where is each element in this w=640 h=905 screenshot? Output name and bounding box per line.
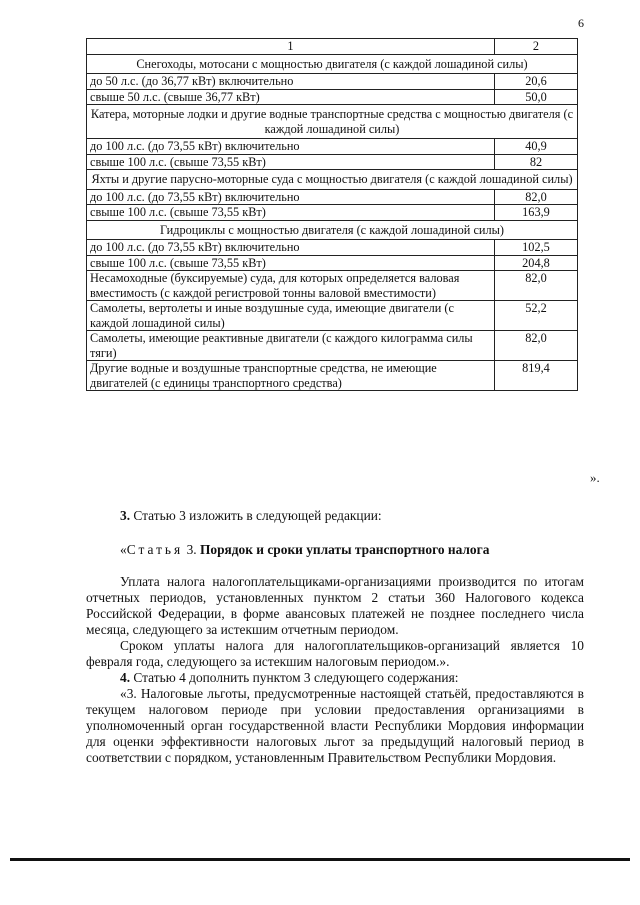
paragraph-1: Уплата налога налогоплательщиками-организациями производится по итогам отчетных периодов, установленных пунктом 2 статьи 360 Налогового кодекса Российской Федерации, в форме авансовых платежей не позднее последнего числа месяца, следующего за истекшим отчетным периодом. xyxy=(86,574,584,637)
row-label: Несамоходные (буксируемые) суда, для которых определяется валовая вместимость (с каждой регистровой тонны валовой вместимости) xyxy=(87,271,495,301)
row-value: 82,0 xyxy=(495,271,578,301)
row-value: 819,4 xyxy=(495,361,578,391)
row-label: Самолеты, вертолеты и иные воздушные суда, имеющие двигатели (с каждой лошадиной силы) xyxy=(87,301,495,331)
page-number: 6 xyxy=(578,16,584,30)
table-row xyxy=(87,331,578,361)
paragraph-2: Сроком уплаты налога для налогоплательщиков-организаций является 10 февраля года, следующего за истекшим налоговым периодом.». xyxy=(86,638,584,669)
header-col-2: 2 xyxy=(495,39,578,55)
body-text xyxy=(86,508,584,766)
article-number: 3. xyxy=(186,542,197,557)
row-label: до 100 л.с. (до 73,55 кВт) включительно xyxy=(87,240,495,256)
table-row xyxy=(87,189,578,205)
item-3-number: 3. xyxy=(120,508,131,523)
table-row xyxy=(87,154,578,170)
table-row xyxy=(87,74,578,90)
row-value: 82,0 xyxy=(495,331,578,361)
row-label: до 100 л.с. (до 73,55 кВт) включительно xyxy=(87,139,495,155)
section-title: Яхты и другие парусно-моторные суда с мощностью двигателя (с каждой лошадиной силы) xyxy=(87,170,578,190)
header-col-1: 1 xyxy=(87,39,495,55)
item-3-text: Статью 3 изложить в следующей редакции: xyxy=(133,508,382,523)
row-label: свыше 100 л.с. (свыше 73,55 кВт) xyxy=(87,154,495,170)
table-row xyxy=(87,205,578,221)
article-word: Статья xyxy=(126,542,184,557)
section-title: Катера, моторные лодки и другие водные транспортные средства с мощностью двигателя (с каждой лошадиной силы) xyxy=(87,105,578,139)
paragraph-3: «3. Налоговые льготы, предусмотренные настоящей статьёй, предоставляются в текущем налоговом периоде при условии предоставления организациями в уполномоченный орган государственной власти Республики Мордовия информации для оценки эффективности налоговых льгот за предыдущий налоговый период в соответствии с порядком, установленным Правительством Республики Мордовия. xyxy=(86,686,584,765)
row-label: Другие водные и воздушные транспортные средства, не имеющие двигателей (с единицы транспортного средства) xyxy=(87,361,495,391)
row-value: 52,2 xyxy=(495,301,578,331)
table-row xyxy=(87,240,578,256)
section-row xyxy=(87,170,578,190)
section-title: Снегоходы, мотосани с мощностью двигателя (с каждой лошадиной силы) xyxy=(87,54,578,74)
tax-rate-table xyxy=(86,38,578,391)
row-value: 50,0 xyxy=(495,89,578,105)
row-value: 40,9 xyxy=(495,139,578,155)
row-label: свыше 50 л.с. (свыше 36,77 кВт) xyxy=(87,89,495,105)
section-title: Гидроциклы с мощностью двигателя (с каждой лошадиной силы) xyxy=(87,220,578,240)
row-label: свыше 100 л.с. (свыше 73,55 кВт) xyxy=(87,205,495,221)
row-value: 204,8 xyxy=(495,255,578,271)
table-row xyxy=(87,89,578,105)
article-title: Порядок и сроки уплаты транспортного налога xyxy=(199,542,490,557)
article-open-quote: « xyxy=(120,542,127,557)
item-3 xyxy=(86,508,584,524)
section-row xyxy=(87,105,578,139)
row-value: 163,9 xyxy=(495,205,578,221)
row-label: Самолеты, имеющие реактивные двигатели (с каждого килограмма силы тяги) xyxy=(87,331,495,361)
table-row xyxy=(87,361,578,391)
item-4-number: 4. xyxy=(120,670,131,685)
section-row xyxy=(87,220,578,240)
table-row xyxy=(87,139,578,155)
row-label: свыше 100 л.с. (свыше 73,55 кВт) xyxy=(87,255,495,271)
table-header-row xyxy=(87,39,578,55)
section-row xyxy=(87,54,578,74)
row-value: 82 xyxy=(495,154,578,170)
item-4-text: Статью 4 дополнить пунктом 3 следующего содержания: xyxy=(133,670,459,685)
article-heading xyxy=(86,542,584,558)
table-row xyxy=(87,271,578,301)
row-value: 102,5 xyxy=(495,240,578,256)
row-value: 82,0 xyxy=(495,189,578,205)
bottom-rule xyxy=(10,858,630,861)
row-label: до 50 л.с. (до 36,77 кВт) включительно xyxy=(87,74,495,90)
table-row xyxy=(87,301,578,331)
table-row xyxy=(87,255,578,271)
table-closing-mark: ». xyxy=(590,470,600,485)
item-4 xyxy=(86,670,584,686)
row-label: до 100 л.с. (до 73,55 кВт) включительно xyxy=(87,189,495,205)
row-value: 20,6 xyxy=(495,74,578,90)
